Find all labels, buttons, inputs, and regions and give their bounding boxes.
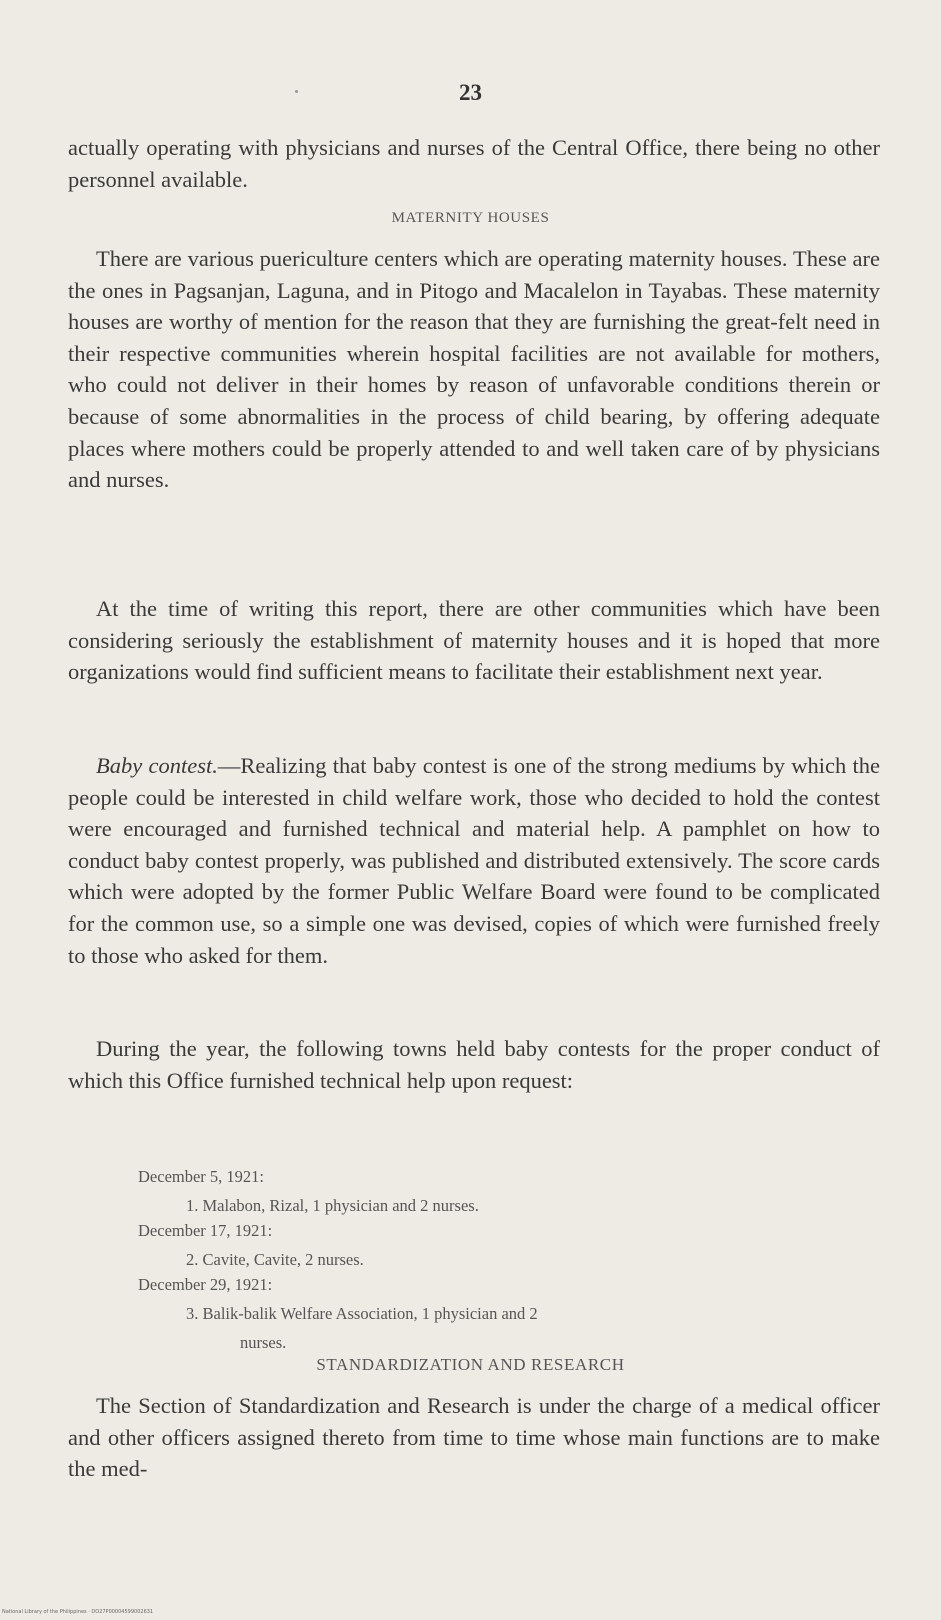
contest-entry-line: nurses. [240,1333,287,1352]
contest-entry: 2. Cavite, Cavite, 2 nurses. [186,1250,364,1269]
contest-date: December 29, 1921: [138,1275,273,1294]
ink-speck [295,90,298,93]
section-heading-maternity-houses: MATERNITY HOUSES [391,210,550,226]
contest-date: December 5, 1921: [138,1167,264,1186]
page-number: 23 [459,80,482,105]
paragraph-standardization: The Section of Standardization and Research is under the charge of a medical officer and other officers assigned thereto from time to time whose main functions are to make the med- [68,1393,880,1482]
baby-contest-lead: Baby contest. [96,753,218,778]
contest-entry-line: 3. Balik-balik Welfare Association, 1 physician and 2 [186,1304,538,1323]
section-heading-standardization-research: STANDARDIZATION AND RESEARCH [316,1355,625,1374]
archive-footer: National Library of the Philippines · DO27P00004599002631 [2,1609,154,1615]
contest-entry: 1. Malabon, Rizal, 1 physician and 2 nurses. [186,1196,479,1215]
baby-contest-text: —Realizing that baby contest is one of the strong mediums by which the people could be interested in child welfare work, those who decided to hold the contest were encouraged and furnished technical and material help. A pamphlet on how to conduct baby contest properly, was published and distributed extensively. The score cards which were adopted by the former Public Welfare Board were found to be complicated for the common use, so a simple one was devised, copies of which were furnished freely to those who asked for them. [68,753,880,968]
paragraph-other-communities: At the time of writing this report, there are other communities which have been considering seriously the establishment of maternity houses and it is hoped that more organizations would find sufficient means to facilitate their establishment next year. [68,596,880,685]
paragraph-contest-towns: During the year, the following towns held baby contests for the proper conduct of which this Office furnished technical help upon request: [68,1036,880,1093]
contest-date: December 17, 1921: [138,1221,273,1240]
paragraph-continuation: actually operating with physicians and nurses of the Central Office, there being no other personnel available. [68,135,880,192]
paragraph-baby-contest [68,750,880,971]
contest-entry [186,1299,826,1357]
paragraph-maternity-houses: There are various puericulture centers which are operating maternity houses. These are the ones in Pagsanjan, Laguna, and in Pitogo and Macalelon in Tayabas. These maternity houses are worthy of mention for the reason that they are furnishing the great-felt need in their respective communities wherein hospital facilities are not available for mothers, who could not deliver in their homes by reason of unfavorable conditions therein or because of some abnormalities in the process of child bearing, by offering adequate places where mothers could be properly attended to and well taken care of by physicians and nurses. [68,246,880,493]
